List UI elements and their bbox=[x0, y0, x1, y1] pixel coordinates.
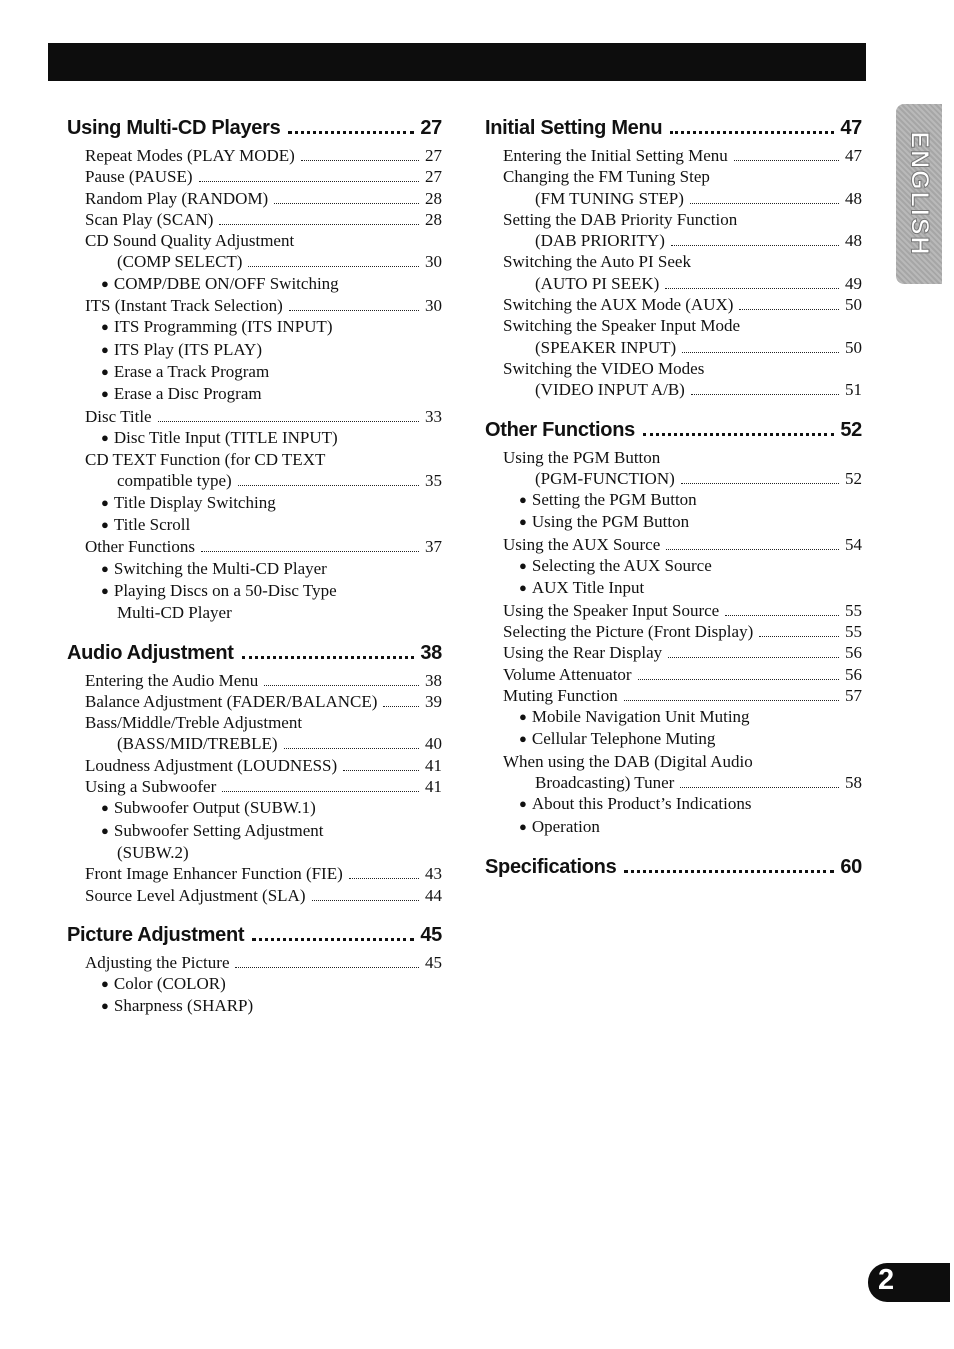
entry-page: 43 bbox=[425, 864, 442, 884]
entry-text: Switching the AUX Mode (AUX) bbox=[503, 295, 734, 315]
dot-leader bbox=[199, 181, 419, 182]
entry-text: Using the AUX Source bbox=[503, 534, 661, 554]
dot-leader bbox=[670, 131, 834, 134]
toc-entry[interactable] bbox=[485, 772, 862, 793]
entry-text: Loudness Adjustment (LOUDNESS) bbox=[85, 755, 338, 775]
entry-page: 50 bbox=[845, 337, 862, 357]
section-page: 27 bbox=[420, 117, 442, 139]
section-heading[interactable] bbox=[67, 924, 442, 952]
toc-entry bbox=[67, 273, 442, 295]
toc-entry[interactable] bbox=[67, 188, 442, 209]
entry-page: 56 bbox=[845, 664, 862, 684]
entry-text: (COMP SELECT) bbox=[117, 252, 243, 272]
toc-entry[interactable] bbox=[485, 379, 862, 400]
entry-text: ● Disc Title Input (TITLE INPUT) bbox=[101, 427, 338, 449]
section-page: 47 bbox=[840, 117, 862, 139]
entry-text: Front Image Enhancer Function (FIE) bbox=[85, 864, 343, 884]
dot-leader bbox=[288, 131, 414, 134]
dot-leader bbox=[242, 656, 415, 659]
toc-entry bbox=[485, 577, 862, 599]
dot-leader bbox=[643, 433, 834, 436]
entry-text: ● Selecting the AUX Source bbox=[519, 555, 712, 577]
section-title: Other Functions bbox=[485, 418, 635, 441]
entry-page: 28 bbox=[425, 209, 442, 229]
entry-text: Scan Play (SCAN) bbox=[85, 209, 214, 229]
dot-leader bbox=[624, 870, 834, 873]
toc-entry bbox=[485, 751, 862, 772]
entry-page: 58 bbox=[845, 773, 862, 793]
entry-page: 54 bbox=[845, 534, 862, 554]
entry-text: ● Title Scroll bbox=[101, 514, 190, 536]
entry-page: 47 bbox=[845, 146, 862, 165]
dot-leader bbox=[252, 938, 414, 941]
section-heading[interactable] bbox=[67, 117, 442, 145]
toc-entry[interactable] bbox=[67, 733, 442, 754]
entry-text: Selecting the Picture (Front Display) bbox=[503, 621, 754, 641]
toc-entry[interactable] bbox=[67, 691, 442, 712]
toc-entry bbox=[67, 973, 442, 995]
toc-entry[interactable] bbox=[67, 885, 442, 906]
dot-leader bbox=[759, 636, 839, 637]
dot-leader bbox=[725, 615, 839, 616]
language-tab-label: ENGLISH bbox=[905, 131, 934, 257]
entry-text: ● Cellular Telephone Muting bbox=[519, 728, 715, 750]
toc-entry[interactable] bbox=[485, 685, 862, 706]
toc-entry bbox=[67, 492, 442, 514]
toc-entry bbox=[67, 383, 442, 405]
section-heading[interactable] bbox=[67, 642, 442, 670]
dot-leader bbox=[624, 700, 839, 701]
toc-entry[interactable] bbox=[67, 863, 442, 884]
entry-text: ● Title Display Switching bbox=[101, 492, 276, 514]
toc-entry bbox=[485, 447, 862, 468]
entry-text: ● Subwoofer Output (SUBW.1) bbox=[101, 797, 316, 819]
entry-text: CD TEXT Function (for CD TEXT bbox=[85, 450, 326, 470]
entry-text: (PGM-FUNCTION) bbox=[535, 468, 675, 488]
dot-leader bbox=[734, 160, 839, 161]
entry-text: (FM TUNING STEP) bbox=[535, 188, 684, 208]
section-page: 45 bbox=[420, 923, 442, 946]
entry-text: Changing the FM Tuning Step bbox=[503, 167, 710, 187]
entry-text: Using the Speaker Input Source bbox=[503, 600, 720, 620]
entry-text: (SUBW.2) bbox=[117, 842, 189, 862]
section-heading[interactable] bbox=[485, 856, 862, 884]
entry-text: CD Sound Quality Adjustment bbox=[85, 231, 295, 251]
section-title: Picture Adjustment bbox=[67, 923, 245, 946]
entry-page: 38 bbox=[425, 670, 442, 690]
toc-entry[interactable] bbox=[67, 406, 442, 427]
dot-leader bbox=[666, 549, 839, 550]
entry-text: ● About this Product’s Indications bbox=[519, 793, 751, 815]
entry-page: 55 bbox=[845, 621, 862, 641]
entry-text: ● Using the PGM Button bbox=[519, 511, 689, 533]
entry-text: Other Functions bbox=[85, 537, 196, 557]
toc-entry[interactable] bbox=[485, 230, 862, 251]
entry-text: Bass/Middle/Treble Adjustment bbox=[85, 713, 303, 733]
section-title: Using Multi-CD Players bbox=[67, 117, 281, 139]
dot-leader bbox=[739, 309, 839, 310]
toc-section bbox=[485, 419, 862, 838]
entry-page: 41 bbox=[425, 777, 442, 797]
toc-entry bbox=[485, 315, 862, 336]
entry-text: Entering the Audio Menu bbox=[85, 670, 259, 690]
entry-text: (SPEAKER INPUT) bbox=[535, 337, 677, 357]
entry-page: 48 bbox=[845, 188, 862, 208]
dot-leader bbox=[668, 657, 839, 658]
toc-entry bbox=[67, 797, 442, 819]
toc-left-column bbox=[67, 117, 442, 1036]
entry-text: ● COMP/DBE ON/OFF Switching bbox=[101, 273, 339, 295]
dot-leader bbox=[681, 483, 839, 484]
toc-entry bbox=[485, 555, 862, 577]
toc-entry bbox=[485, 489, 862, 511]
toc-entry bbox=[485, 251, 862, 272]
toc-entry bbox=[67, 339, 442, 361]
section-page: 38 bbox=[420, 641, 442, 664]
entry-text: ● Erase a Track Program bbox=[101, 361, 269, 383]
entry-text: Random Play (RANDOM) bbox=[85, 188, 269, 208]
toc-entry[interactable] bbox=[67, 755, 442, 776]
dot-leader bbox=[158, 421, 419, 422]
entry-text: Setting the DAB Priority Function bbox=[503, 209, 738, 229]
toc-entry bbox=[67, 230, 442, 251]
toc-entry bbox=[67, 842, 442, 863]
toc-section bbox=[67, 924, 442, 1018]
entry-page: 44 bbox=[425, 885, 442, 905]
section-title: Audio Adjustment bbox=[67, 641, 234, 664]
entry-text: (VIDEO INPUT A/B) bbox=[535, 380, 685, 400]
entry-page: 30 bbox=[425, 252, 442, 272]
toc-entry[interactable] bbox=[485, 600, 862, 621]
entry-text: ● ITS Play (ITS PLAY) bbox=[101, 339, 262, 361]
toc-entry[interactable] bbox=[485, 145, 862, 166]
entry-text: Multi-CD Player bbox=[117, 603, 232, 623]
dot-leader bbox=[682, 352, 839, 353]
entry-text: ● AUX Title Input bbox=[519, 577, 644, 599]
toc-entry bbox=[67, 820, 442, 842]
toc-entry[interactable] bbox=[67, 470, 442, 491]
entry-text: compatible type) bbox=[117, 471, 232, 491]
toc-entry[interactable] bbox=[485, 664, 862, 685]
entry-text: ● Mobile Navigation Unit Muting bbox=[519, 706, 750, 728]
dot-leader bbox=[680, 787, 839, 788]
toc-entry bbox=[67, 995, 442, 1017]
entry-text: (AUTO PI SEEK) bbox=[535, 273, 660, 293]
toc-entry bbox=[67, 316, 442, 338]
dot-leader bbox=[235, 967, 419, 968]
toc-entry[interactable] bbox=[67, 145, 442, 166]
entry-text: Pause (PAUSE) bbox=[85, 167, 193, 187]
entry-text: Volume Attenuator bbox=[503, 664, 632, 684]
toc-entry[interactable] bbox=[67, 952, 442, 973]
entry-text: (DAB PRIORITY) bbox=[535, 231, 665, 251]
entry-page: 49 bbox=[845, 273, 862, 293]
dot-leader bbox=[201, 551, 419, 552]
entry-page: 56 bbox=[845, 643, 862, 663]
entry-text: ● Operation bbox=[519, 816, 600, 838]
entry-page: 27 bbox=[425, 146, 442, 165]
entry-page: 35 bbox=[425, 471, 442, 491]
entry-page: 55 bbox=[845, 600, 862, 620]
entry-page: 28 bbox=[425, 188, 442, 208]
entry-page: 30 bbox=[425, 296, 442, 316]
header-bar bbox=[48, 43, 866, 81]
entry-text: Entering the Initial Setting Menu bbox=[503, 146, 728, 165]
toc-section bbox=[485, 117, 862, 401]
entry-page: 50 bbox=[845, 295, 862, 315]
entry-text: (BASS/MID/TREBLE) bbox=[117, 734, 278, 754]
entry-text: ● Erase a Disc Program bbox=[101, 383, 262, 405]
entry-text: ● Sharpness (SHARP) bbox=[101, 995, 253, 1017]
dot-leader bbox=[349, 878, 419, 879]
entry-text: Using the Rear Display bbox=[503, 643, 663, 663]
entry-text: Switching the Auto PI Seek bbox=[503, 252, 691, 272]
dot-leader bbox=[312, 900, 420, 901]
toc-section bbox=[67, 117, 442, 624]
section-page: 52 bbox=[840, 418, 862, 441]
entry-text: Using a Subwoofer bbox=[85, 777, 217, 797]
entry-text: Using the PGM Button bbox=[503, 447, 661, 467]
toc-entry bbox=[485, 166, 862, 187]
dot-leader bbox=[264, 685, 419, 686]
entry-text: Disc Title bbox=[85, 406, 152, 426]
toc-entry bbox=[485, 728, 862, 750]
entry-text: ITS (Instant Track Selection) bbox=[85, 296, 283, 316]
dot-leader bbox=[274, 203, 419, 204]
entry-page: 37 bbox=[425, 537, 442, 557]
entry-text: Switching the Speaker Input Mode bbox=[503, 316, 741, 336]
toc-entry[interactable] bbox=[67, 776, 442, 797]
toc-entry bbox=[67, 361, 442, 383]
toc-entry[interactable] bbox=[485, 337, 862, 358]
entry-text: ● Color (COLOR) bbox=[101, 973, 226, 995]
toc-entry bbox=[485, 816, 862, 838]
dot-leader bbox=[248, 266, 419, 267]
toc-entry bbox=[67, 449, 442, 470]
toc-section bbox=[485, 856, 862, 884]
entry-text: ● Playing Discs on a 50-Disc Type bbox=[101, 580, 337, 602]
entry-text: Broadcasting) Tuner bbox=[535, 773, 675, 793]
entry-text: ● ITS Programming (ITS INPUT) bbox=[101, 316, 332, 338]
toc-right-column bbox=[485, 117, 862, 902]
toc-section bbox=[67, 642, 442, 906]
entry-text: ● Setting the PGM Button bbox=[519, 489, 697, 511]
toc-entry[interactable] bbox=[67, 295, 442, 316]
dot-leader bbox=[671, 245, 839, 246]
dot-leader bbox=[301, 160, 419, 161]
section-title: Specifications bbox=[485, 855, 617, 878]
dot-leader bbox=[638, 679, 839, 680]
entry-page: 33 bbox=[425, 406, 442, 426]
toc-entry[interactable] bbox=[485, 642, 862, 663]
entry-page: 40 bbox=[425, 734, 442, 754]
entry-text: Muting Function bbox=[503, 685, 618, 705]
toc-entry bbox=[67, 427, 442, 449]
toc-entry[interactable] bbox=[485, 188, 862, 209]
dot-leader bbox=[691, 394, 839, 395]
section-title: Initial Setting Menu bbox=[485, 117, 663, 139]
entry-page: 45 bbox=[425, 952, 442, 972]
toc-entry[interactable] bbox=[67, 209, 442, 230]
section-page: 60 bbox=[840, 855, 862, 878]
dot-leader bbox=[665, 288, 839, 289]
entry-page: 52 bbox=[845, 468, 862, 488]
toc-entry[interactable] bbox=[485, 621, 862, 642]
entry-page: 39 bbox=[425, 691, 442, 711]
dot-leader bbox=[690, 203, 839, 204]
toc-entry[interactable] bbox=[67, 536, 442, 557]
entry-text: Adjusting the Picture bbox=[85, 952, 230, 972]
toc-entry bbox=[67, 558, 442, 580]
dot-leader bbox=[238, 485, 419, 486]
toc-entry[interactable] bbox=[67, 251, 442, 272]
entry-page: 27 bbox=[425, 167, 442, 187]
dot-leader bbox=[222, 791, 419, 792]
toc-entry bbox=[67, 514, 442, 536]
entry-page: 41 bbox=[425, 755, 442, 775]
entry-text: Source Level Adjustment (SLA) bbox=[85, 885, 306, 905]
entry-text: When using the DAB (Digital Audio bbox=[503, 751, 753, 771]
language-tab bbox=[896, 104, 942, 284]
section-heading[interactable] bbox=[485, 117, 862, 145]
page-number: 2 bbox=[878, 1264, 895, 1296]
toc-entry[interactable] bbox=[485, 294, 862, 315]
toc-entry[interactable] bbox=[67, 166, 442, 187]
dot-leader bbox=[284, 748, 419, 749]
toc-entry bbox=[485, 358, 862, 379]
toc-entry bbox=[485, 706, 862, 728]
dot-leader bbox=[383, 706, 419, 707]
toc-entry[interactable] bbox=[485, 273, 862, 294]
entry-text: Switching the VIDEO Modes bbox=[503, 358, 705, 378]
page-number-badge bbox=[868, 1263, 950, 1302]
toc-entry bbox=[67, 580, 442, 602]
dot-leader bbox=[219, 224, 419, 225]
dot-leader bbox=[289, 310, 419, 311]
toc-entry bbox=[67, 602, 442, 623]
toc-entry[interactable] bbox=[67, 670, 442, 691]
section-heading[interactable] bbox=[485, 419, 862, 447]
entry-text: ● Subwoofer Setting Adjustment bbox=[101, 820, 324, 842]
toc-entry bbox=[485, 793, 862, 815]
entry-text: Balance Adjustment (FADER/BALANCE) bbox=[85, 691, 378, 711]
entry-page: 48 bbox=[845, 231, 862, 251]
toc-entry bbox=[485, 209, 862, 230]
toc-entry bbox=[485, 511, 862, 533]
toc-entry bbox=[67, 712, 442, 733]
entry-page: 57 bbox=[845, 685, 862, 705]
toc-entry[interactable] bbox=[485, 468, 862, 489]
entry-page: 51 bbox=[845, 380, 862, 400]
entry-text: Repeat Modes (PLAY MODE) bbox=[85, 146, 295, 165]
toc-entry[interactable] bbox=[485, 534, 862, 555]
entry-text: ● Switching the Multi-CD Player bbox=[101, 558, 327, 580]
dot-leader bbox=[343, 770, 419, 771]
